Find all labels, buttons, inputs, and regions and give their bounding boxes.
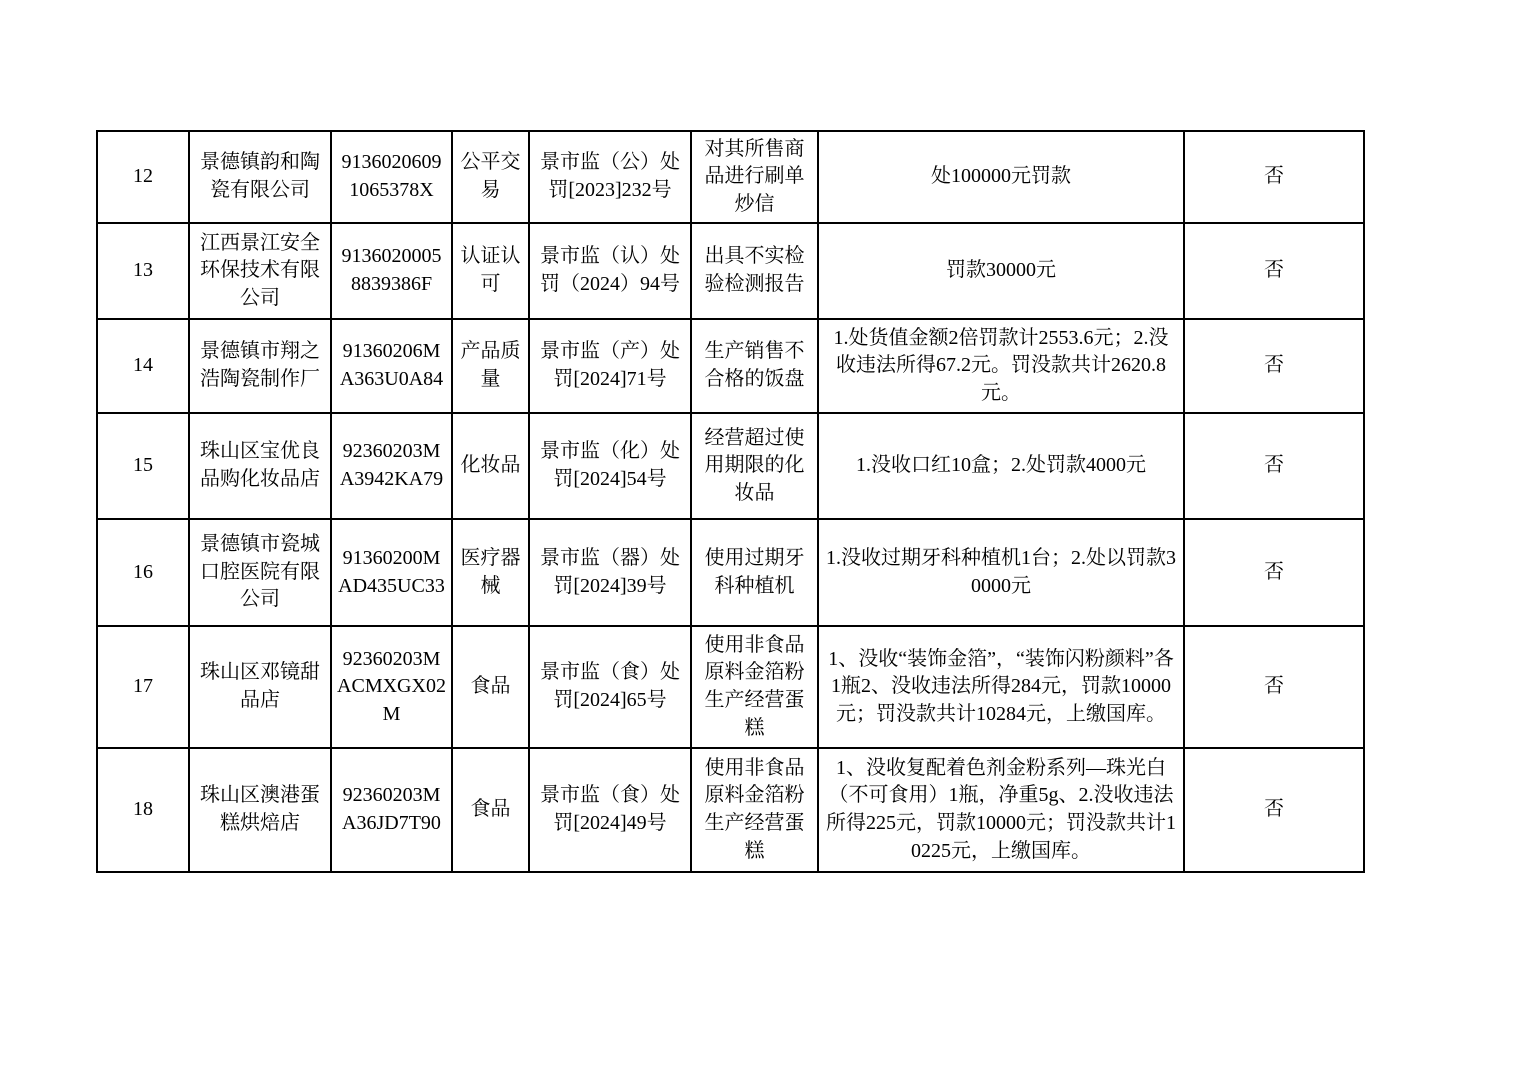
cell-violation: 使用过期牙科种植机 bbox=[691, 519, 818, 626]
cell-violation: 生产销售不合格的饭盘 bbox=[691, 319, 818, 413]
cell-category: 食品 bbox=[452, 748, 529, 872]
table-row bbox=[97, 748, 1364, 872]
cell-penalty: 罚款30000元 bbox=[818, 223, 1184, 319]
cell-category: 食品 bbox=[452, 626, 529, 748]
penalty-disclosure-table bbox=[96, 130, 1365, 873]
table-row bbox=[97, 131, 1364, 223]
cell-appeal-flag: 否 bbox=[1184, 319, 1364, 413]
cell-penalty: 1、没收“装饰金箔”，“装饰闪粉颜料”各1瓶2、没收违法所得284元，罚款10000元；罚没款共计10284元，上缴国库。 bbox=[818, 626, 1184, 748]
cell-penalty: 1.没收口红10盒；2.处罚款4000元 bbox=[818, 413, 1184, 519]
cell-document-number: 景市监（产）处罚[2024]71号 bbox=[529, 319, 691, 413]
cell-credit-code: 91360206MA363U0A84 bbox=[331, 319, 452, 413]
table-row bbox=[97, 319, 1364, 413]
cell-company-name: 珠山区澳港蛋糕烘焙店 bbox=[189, 748, 331, 872]
cell-penalty: 1.没收过期牙科种植机1台；2.处以罚款30000元 bbox=[818, 519, 1184, 626]
cell-document-number: 景市监（食）处罚[2024]65号 bbox=[529, 626, 691, 748]
cell-appeal-flag: 否 bbox=[1184, 131, 1364, 223]
cell-appeal-flag: 否 bbox=[1184, 519, 1364, 626]
cell-company-name: 景德镇韵和陶瓷有限公司 bbox=[189, 131, 331, 223]
cell-row-number: 13 bbox=[97, 223, 189, 319]
cell-category: 医疗器械 bbox=[452, 519, 529, 626]
cell-penalty: 处100000元罚款 bbox=[818, 131, 1184, 223]
cell-credit-code: 92360203MA3942KA79 bbox=[331, 413, 452, 519]
cell-appeal-flag: 否 bbox=[1184, 748, 1364, 872]
cell-row-number: 17 bbox=[97, 626, 189, 748]
cell-category: 认证认可 bbox=[452, 223, 529, 319]
cell-penalty: 1.处货值金额2倍罚款计2553.6元；2.没收违法所得67.2元。罚没款共计2620.8元。 bbox=[818, 319, 1184, 413]
cell-company-name: 珠山区邓镜甜品店 bbox=[189, 626, 331, 748]
cell-row-number: 12 bbox=[97, 131, 189, 223]
cell-violation: 使用非食品原料金箔粉生产经营蛋糕 bbox=[691, 626, 818, 748]
cell-category: 化妆品 bbox=[452, 413, 529, 519]
cell-violation: 出具不实检验检测报告 bbox=[691, 223, 818, 319]
cell-row-number: 18 bbox=[97, 748, 189, 872]
cell-row-number: 14 bbox=[97, 319, 189, 413]
table-row bbox=[97, 626, 1364, 748]
cell-category: 公平交易 bbox=[452, 131, 529, 223]
cell-violation: 对其所售商品进行刷单炒信 bbox=[691, 131, 818, 223]
table-row bbox=[97, 223, 1364, 319]
cell-credit-code: 91360206091065378X bbox=[331, 131, 452, 223]
cell-credit-code: 91360200058839386F bbox=[331, 223, 452, 319]
cell-penalty: 1、没收复配着色剂金粉系列—珠光白（不可食用）1瓶，净重5g、2.没收违法所得225元，罚款10000元；罚没款共计10225元，上缴国库。 bbox=[818, 748, 1184, 872]
cell-document-number: 景市监（公）处罚[2023]232号 bbox=[529, 131, 691, 223]
cell-credit-code: 91360200MAD435UC33 bbox=[331, 519, 452, 626]
cell-violation: 使用非食品原料金箔粉生产经营蛋糕 bbox=[691, 748, 818, 872]
table-row bbox=[97, 413, 1364, 519]
cell-category: 产品质量 bbox=[452, 319, 529, 413]
cell-document-number: 景市监（器）处罚[2024]39号 bbox=[529, 519, 691, 626]
cell-appeal-flag: 否 bbox=[1184, 223, 1364, 319]
cell-row-number: 15 bbox=[97, 413, 189, 519]
cell-document-number: 景市监（化）处罚[2024]54号 bbox=[529, 413, 691, 519]
cell-credit-code: 92360203MA36JD7T90 bbox=[331, 748, 452, 872]
cell-document-number: 景市监（认）处罚（2024）94号 bbox=[529, 223, 691, 319]
cell-appeal-flag: 否 bbox=[1184, 626, 1364, 748]
cell-credit-code: 92360203MACMXGX02M bbox=[331, 626, 452, 748]
cell-company-name: 江西景江安全环保技术有限公司 bbox=[189, 223, 331, 319]
table-row bbox=[97, 519, 1364, 626]
cell-row-number: 16 bbox=[97, 519, 189, 626]
cell-violation: 经营超过使用期限的化妆品 bbox=[691, 413, 818, 519]
cell-company-name: 景德镇市瓷城口腔医院有限公司 bbox=[189, 519, 331, 626]
cell-company-name: 珠山区宝优良品购化妆品店 bbox=[189, 413, 331, 519]
cell-appeal-flag: 否 bbox=[1184, 413, 1364, 519]
cell-document-number: 景市监（食）处罚[2024]49号 bbox=[529, 748, 691, 872]
cell-company-name: 景德镇市翔之浩陶瓷制作厂 bbox=[189, 319, 331, 413]
